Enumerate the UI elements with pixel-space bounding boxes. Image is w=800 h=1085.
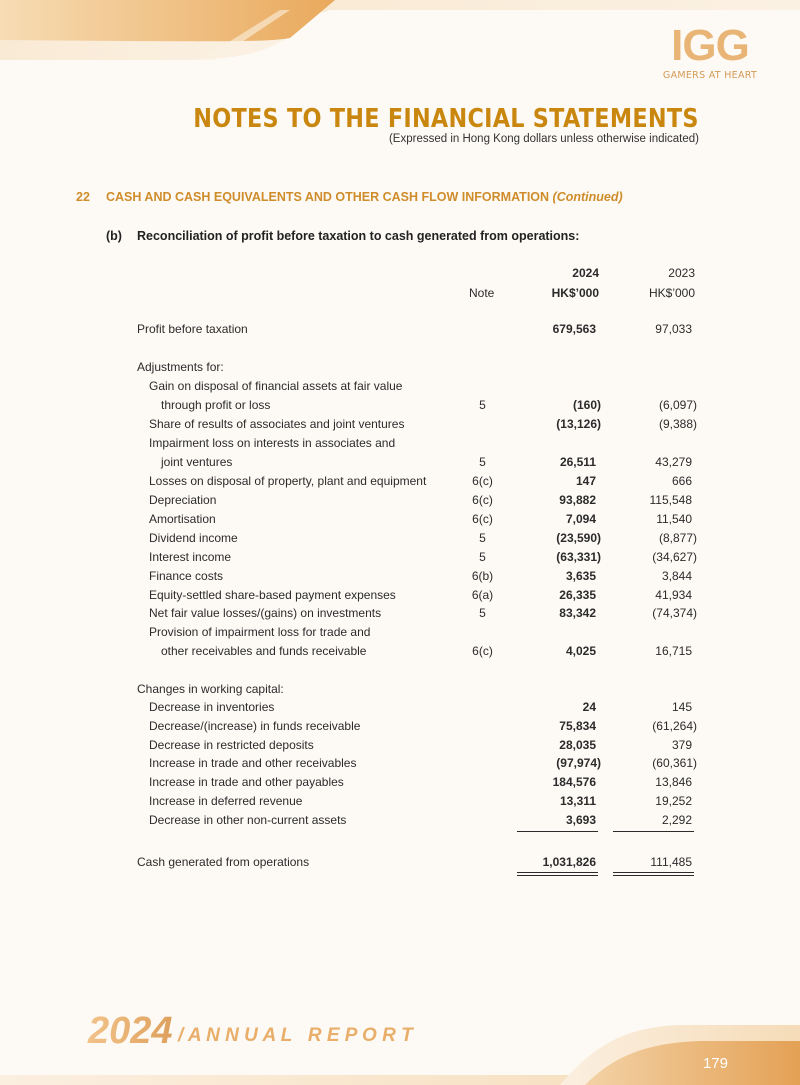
row-label: Cash generated from operations <box>137 855 310 869</box>
page-number: 179 <box>702 1055 728 1072</box>
total-rule-2023-top <box>613 872 694 873</box>
value-2023: 111,485 <box>650 855 692 869</box>
logo-mark: IGG <box>671 21 749 70</box>
section-heading <box>76 190 623 204</box>
value-2023: (60,361) <box>652 756 697 770</box>
value-2023: 16,715 <box>655 644 692 658</box>
value-2023: (61,264) <box>652 719 697 733</box>
table-row <box>0 813 800 832</box>
row-note: 6(b) <box>471 569 494 583</box>
table-row <box>0 436 800 455</box>
row-label: Net fair value losses/(gains) on investments <box>149 606 382 620</box>
table-row <box>0 322 800 341</box>
value-2024: 7,094 <box>565 512 596 526</box>
section-continued: (Continued) <box>552 190 623 204</box>
table-row <box>0 417 800 436</box>
row-label: Losses on disposal of property, plant and equipment <box>149 474 427 488</box>
subsection-label: (b) <box>106 229 122 243</box>
row-label: Increase in deferred revenue <box>149 794 303 808</box>
value-2024: 93,882 <box>559 493 596 507</box>
total-rule-2024-top <box>517 872 598 873</box>
row-note: 5 <box>479 606 486 620</box>
value-2023: 666 <box>671 474 692 488</box>
value-2023: 97,033 <box>655 322 692 336</box>
table-row <box>0 360 800 379</box>
table-row <box>0 756 800 775</box>
value-2024: (63,331) <box>556 550 601 564</box>
value-2023: 3,844 <box>661 569 692 583</box>
value-2023: 379 <box>671 738 692 752</box>
row-label: joint ventures <box>161 455 233 469</box>
subtotal-rule-2023 <box>613 831 694 832</box>
value-2024: 3,635 <box>565 569 596 583</box>
row-label: Adjustments for: <box>137 360 224 374</box>
row-note: 5 <box>479 531 486 545</box>
value-2023: 11,540 <box>656 512 692 526</box>
row-label: Changes in working capital: <box>137 682 284 696</box>
page-title: NOTES TO THE FINANCIAL STATEMENTS <box>193 104 699 134</box>
column-header-2023-year: 2023 <box>668 266 695 280</box>
row-note: 6(c) <box>472 644 493 658</box>
table-row <box>0 512 800 531</box>
row-label: Decrease in restricted deposits <box>149 738 314 752</box>
row-note: 6(c) <box>472 474 493 488</box>
row-label: Provision of impairment loss for trade and <box>149 625 371 639</box>
value-2024: 147 <box>575 474 596 488</box>
table-row <box>0 700 800 719</box>
table-row <box>0 625 800 644</box>
value-2023: (6,097) <box>658 398 697 412</box>
value-2024: 13,311 <box>559 794 596 808</box>
row-note: 6(c) <box>472 512 493 526</box>
table-row <box>0 569 800 588</box>
column-header-2024-year: 2024 <box>572 266 599 280</box>
table-row <box>0 550 800 569</box>
table-row <box>0 493 800 512</box>
value-2024: (13,126) <box>556 417 601 431</box>
company-logo <box>662 21 758 81</box>
value-2024: (23,590) <box>556 531 601 545</box>
row-label: other receivables and funds receivable <box>161 644 367 658</box>
value-2024: 24 <box>582 700 596 714</box>
value-2024: 679,563 <box>552 322 596 336</box>
table-row <box>0 719 800 738</box>
page-subtitle: (Expressed in Hong Kong dollars unless otherwise indicated) <box>388 133 699 145</box>
row-note: 5 <box>479 550 486 564</box>
logo-tagline: GAMERS AT HEART <box>662 70 758 81</box>
table-row <box>0 644 800 663</box>
row-note: 6(c) <box>472 493 493 507</box>
row-note: 6(a) <box>471 588 494 602</box>
value-2023: (8,877) <box>658 531 697 545</box>
footer-report-label: / A N N U A L R E P O R T <box>178 1025 413 1046</box>
row-label: Depreciation <box>149 493 217 507</box>
value-2023: (9,388) <box>658 417 697 431</box>
value-2024: (160) <box>572 398 601 412</box>
table-row <box>0 682 800 701</box>
table-row <box>0 588 800 607</box>
value-2023: (74,374) <box>652 606 697 620</box>
row-label: Gain on disposal of financial assets at fair value <box>149 379 403 393</box>
table-row <box>0 775 800 794</box>
table-row <box>0 474 800 493</box>
row-label: through profit or loss <box>161 398 271 412</box>
table-row <box>0 738 800 757</box>
value-2024: 184,576 <box>552 775 596 789</box>
value-2024: 26,335 <box>559 588 596 602</box>
row-label: Amortisation <box>149 512 216 526</box>
column-header-note: Note <box>469 286 495 300</box>
value-2023: 43,279 <box>655 455 692 469</box>
row-label: Impairment loss on interests in associates and <box>149 436 396 450</box>
row-label: Dividend income <box>149 531 238 545</box>
row-label: Decrease/(increase) in funds receivable <box>149 719 361 733</box>
footer-year: 2024 <box>88 1010 173 1052</box>
row-label: Interest income <box>149 550 232 564</box>
subsection-heading <box>106 229 579 243</box>
column-header-2024-unit: HK$’000 <box>551 286 599 300</box>
value-2024: 1,031,826 <box>542 855 596 869</box>
row-label: Increase in trade and other payables <box>149 775 344 789</box>
value-2023: 145 <box>671 700 692 714</box>
table-row <box>0 606 800 625</box>
value-2023: 19,252 <box>655 794 692 808</box>
row-note: 5 <box>479 455 486 469</box>
table-row <box>0 531 800 550</box>
value-2024: 83,342 <box>559 606 596 620</box>
table-row <box>0 398 800 417</box>
row-label: Profit before taxation <box>137 322 248 336</box>
subsection-title: Reconciliation of profit before taxation to cash generated from operations: <box>137 229 580 243</box>
row-label: Equity-settled share-based payment expenses <box>149 588 396 602</box>
subtotal-rule-2024 <box>517 831 598 832</box>
row-label: Finance costs <box>149 569 224 583</box>
value-2023: 115,548 <box>649 493 692 507</box>
value-2023: 41,934 <box>655 588 692 602</box>
value-2024: (97,974) <box>556 756 601 770</box>
total-rule-2024-bottom <box>517 875 598 876</box>
section-title: CASH AND CASH EQUIVALENTS AND OTHER CASH FLOW INFORMATION <box>106 190 550 204</box>
value-2023: 13,846 <box>655 775 692 789</box>
value-2023: 2,292 <box>661 813 692 827</box>
annual-report-footer <box>86 1005 486 1055</box>
row-label: Increase in trade and other receivables <box>149 756 357 770</box>
section-number: 22 <box>76 190 90 204</box>
row-label: Decrease in inventories <box>149 700 275 714</box>
row-label: Decrease in other non-current assets <box>149 813 347 827</box>
total-rule-2023-bottom <box>613 875 694 876</box>
row-note: 5 <box>479 398 486 412</box>
table-row <box>0 455 800 474</box>
value-2024: 75,834 <box>559 719 596 733</box>
value-2023: (34,627) <box>652 550 697 564</box>
value-2024: 3,693 <box>565 813 596 827</box>
table-row <box>0 379 800 398</box>
value-2024: 4,025 <box>565 644 596 658</box>
table-row <box>0 794 800 813</box>
column-header-2023-unit: HK$’000 <box>648 286 695 300</box>
value-2024: 28,035 <box>559 738 596 752</box>
row-label: Share of results of associates and joint ventures <box>149 417 405 431</box>
value-2024: 26,511 <box>559 455 596 469</box>
